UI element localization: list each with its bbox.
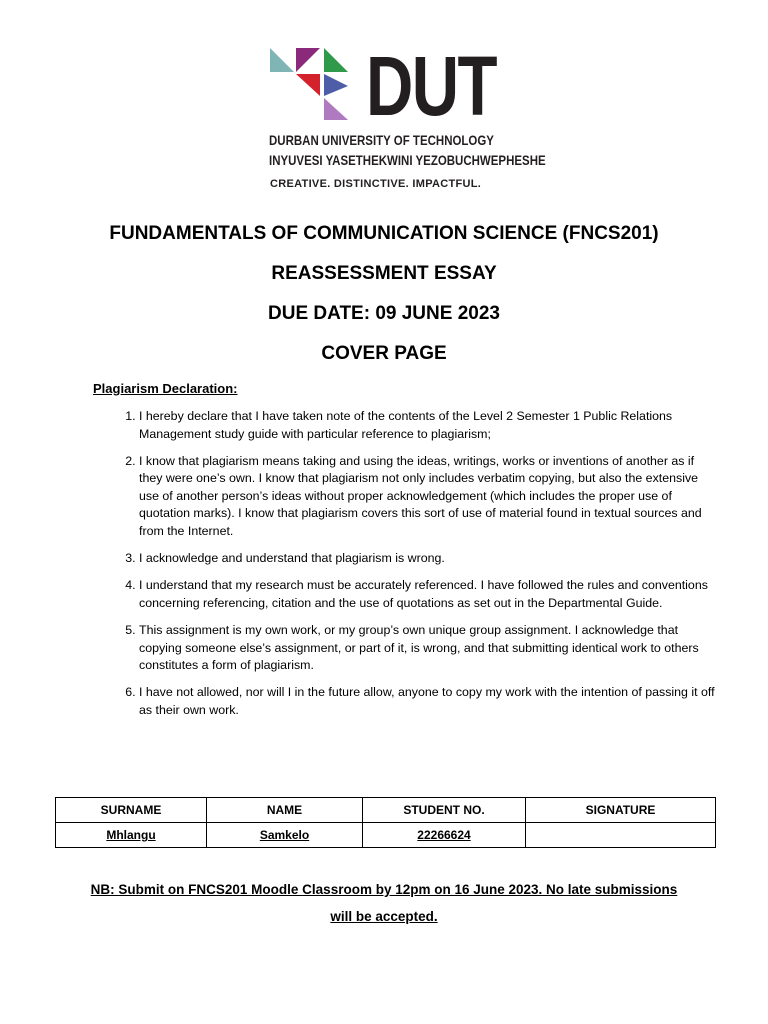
declaration-title: Plagiarism Declaration: — [93, 381, 238, 396]
declaration-item: 2. I know that plagiarism means taking and using the ideas, writings, works or inventions of another as if they were one’s own. I know that plagiarism not only includes verbatim copying, but also the extensive use of another person’s ideas without proper acknowledgement (which includes the proper use of quotation marks). I know that plagiarism covers this sort of use of material found in textual sources and from the Internet. — [139, 453, 719, 541]
student-no-header: STUDENT NO. — [363, 798, 526, 823]
declaration-item: 3. I acknowledge and understand that plagiarism is wrong. — [139, 550, 719, 568]
page-title: COVER PAGE — [321, 343, 447, 364]
table-row — [56, 823, 716, 848]
submission-notice-line1: NB: Submit on FNCS201 Moodle Classroom by 12pm on 16 June 2023. No late submissions — [90, 882, 678, 897]
university-name: DURBAN UNIVERSITY OF TECHNOLOGY — [269, 132, 494, 148]
assessment-type: REASSESSMENT ESSAY — [271, 263, 497, 284]
course-title: FUNDAMENTALS OF COMMUNICATION SCIENCE (FNCS201) — [109, 223, 659, 244]
table-header-row — [56, 798, 716, 823]
submission-notice-line2: will be accepted. — [330, 909, 438, 924]
due-date: DUE DATE: 09 JUNE 2023 — [268, 303, 500, 324]
declaration-item: 6. I have not allowed, nor will I in the future allow, anyone to copy my work with the intention of passing it off as their own work. — [139, 684, 719, 719]
student-info-table — [55, 797, 716, 848]
signature-cell — [526, 823, 716, 848]
declaration-item: 4. I understand that my research must be accurately referenced. I have followed the rules and conventions concerning referencing, citation and the use of quotations as set out in the Departmental Guide. — [139, 577, 719, 612]
dut-triangle-mark-icon — [268, 46, 358, 122]
declaration-item: 5. This assignment is my own work, or my group’s own unique group assignment. I acknowledge that copying someone else’s assignment, or part of it, is wrong, and that submitting identical work to others constitutes a form of plagiarism. — [139, 622, 719, 675]
dut-wordmark: DUT — [366, 39, 496, 133]
university-name-zulu: INYUVESI YASETHEKWINI YEZOBUCHWEPHESHE — [269, 152, 546, 168]
university-motto: CREATIVE. DISTINCTIVE. IMPACTFUL. — [270, 178, 482, 190]
surname-header: SURNAME — [56, 798, 207, 823]
surname-cell: Mhlangu — [56, 823, 207, 848]
dut-logo — [268, 39, 546, 196]
declaration-list — [93, 408, 719, 729]
signature-header: SIGNATURE — [526, 798, 716, 823]
name-cell: Samkelo — [207, 823, 363, 848]
student-no-cell: 22266624 — [363, 823, 526, 848]
name-header: NAME — [207, 798, 363, 823]
declaration-item: 1. I hereby declare that I have taken note of the contents of the Level 2 Semester 1 Public Relations Management study guide with particular reference to plagiarism; — [139, 408, 719, 443]
